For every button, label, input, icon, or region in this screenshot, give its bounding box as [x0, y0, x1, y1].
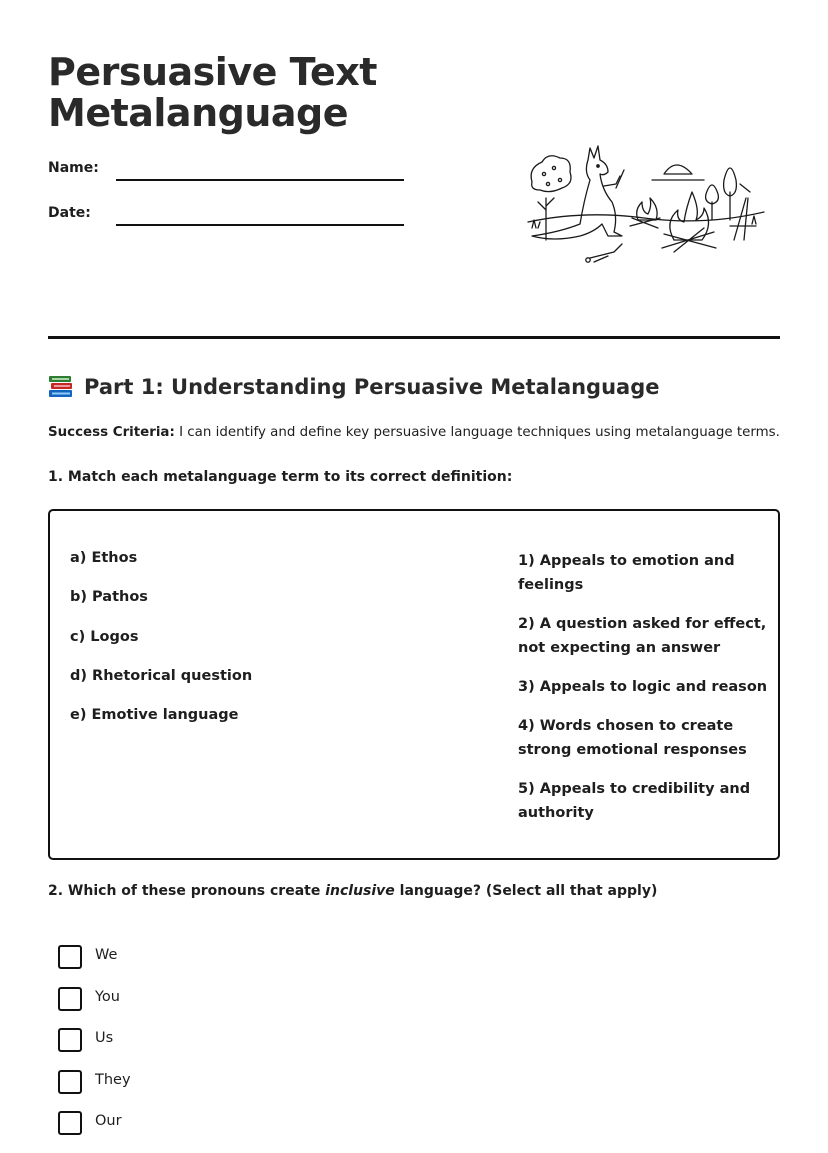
definition-item: 4) Words chosen to create strong emotional responses [518, 718, 747, 758]
section-divider [48, 336, 780, 339]
option-label: You [95, 988, 120, 1005]
criteria-label: Success Criteria: [48, 425, 175, 440]
checkbox[interactable] [58, 1070, 82, 1094]
term-item: b) Pathos [70, 589, 148, 606]
term-item: a) Ethos [70, 550, 138, 566]
option-label: Our [95, 1113, 122, 1129]
checkbox[interactable] [58, 945, 82, 969]
definition-item: 5) Appeals to credibility and authority [518, 781, 751, 821]
term-item: c) Logos [70, 628, 139, 645]
question2-prompt-end: language? (Select all that apply) [394, 883, 658, 899]
definition-list [518, 549, 770, 840]
page-title [48, 52, 377, 134]
term-item: e) Emotive language [70, 707, 239, 724]
term-item: d) Rhetorical question [70, 667, 253, 684]
question2-prompt-start: 2. Which of these pronouns create [48, 883, 326, 899]
kangaroo-campfire-illustration [524, 140, 770, 270]
name-label: Name: [48, 160, 99, 176]
criteria-text: I can identify and define key persuasive language techniques using metalanguage terms. [179, 425, 780, 440]
title-line-2: Metalanguage [48, 91, 348, 135]
date-writing-line[interactable] [116, 224, 404, 226]
definition-item: 2) A question asked for effect, not expecting an answer [518, 616, 767, 656]
part1-heading-text: Part 1: Understanding Persuasive Metalanguage [84, 375, 660, 399]
definition-item: 3) Appeals to logic and reason [518, 679, 768, 695]
option-label: We [95, 947, 118, 963]
question2-prompt-emphasis: inclusive [325, 883, 395, 899]
books-icon [48, 373, 74, 401]
matching-box [48, 509, 780, 860]
checkbox[interactable] [58, 987, 82, 1011]
question2-prompt [48, 883, 657, 899]
option-label: Us [95, 1030, 114, 1046]
term-list [70, 549, 370, 745]
checkbox[interactable] [58, 1028, 82, 1052]
success-criteria [48, 425, 780, 440]
name-writing-line[interactable] [116, 179, 404, 181]
date-label: Date: [48, 205, 91, 221]
option-label: They [95, 1071, 131, 1088]
part1-heading [48, 373, 660, 401]
checkbox[interactable] [58, 1111, 82, 1135]
question1-prompt: 1. Match each metalanguage term to its correct definition: [48, 469, 513, 485]
title-line-1: Persuasive Text [48, 50, 377, 94]
definition-item: 1) Appeals to emotion and feelings [518, 553, 735, 593]
